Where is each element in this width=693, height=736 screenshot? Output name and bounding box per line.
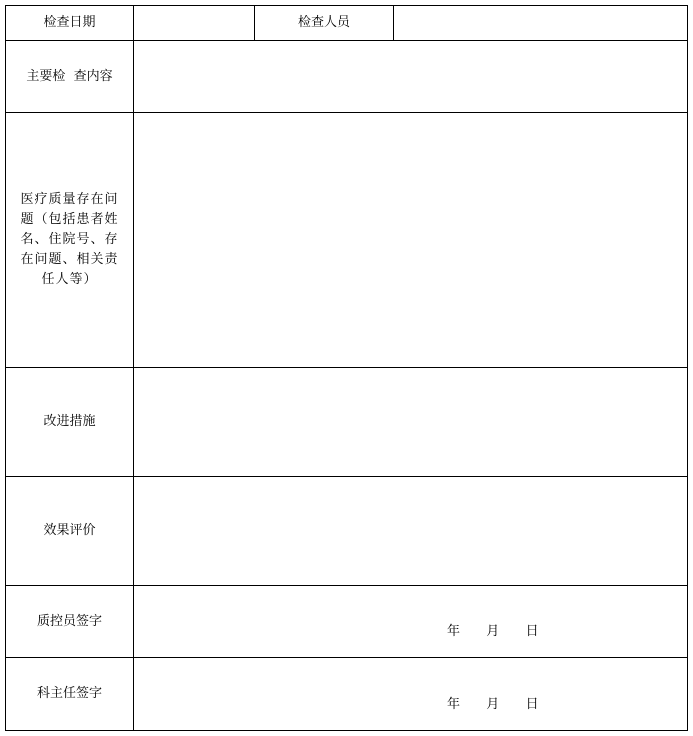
evaluation-field[interactable] [133, 476, 688, 586]
qc-date-day: 日 [525, 624, 539, 639]
inspector-field[interactable] [393, 5, 688, 41]
improvement-field[interactable] [133, 367, 688, 477]
director-signature-label-text: 科主任签字 [36, 686, 102, 701]
main-content-field[interactable] [133, 40, 688, 113]
inspection-form [5, 5, 688, 731]
improvement-label [5, 367, 134, 477]
director-signature-field[interactable] [133, 657, 688, 731]
director-date-month: 月 [486, 697, 500, 712]
quality-issues-label-text: 医疗质量存在问题（包括患者姓名、住院号、存在问题、相关责任人等） [20, 192, 119, 287]
inspector-label-text: 检查人员 [297, 15, 350, 30]
inspector-label [254, 5, 394, 41]
qc-signature-field[interactable] [133, 585, 688, 658]
check-date-field[interactable] [133, 5, 255, 41]
qc-date-month: 月 [486, 624, 500, 639]
main-content-label [5, 40, 134, 113]
director-signature-label [5, 657, 134, 731]
director-date-year: 年 [447, 697, 461, 712]
main-content-label-text: 主要检 查内容 [26, 68, 113, 84]
qc-signature-label-text: 质控员签字 [36, 613, 102, 629]
director-date-day: 日 [525, 697, 539, 712]
improvement-label-text: 改进措施 [43, 414, 96, 429]
quality-issues-label [5, 112, 134, 368]
check-date-label-text: 检查日期 [43, 15, 96, 30]
qc-signature-label [5, 585, 134, 658]
qc-date-year: 年 [447, 624, 461, 639]
quality-issues-field[interactable] [133, 112, 688, 368]
evaluation-label-text: 效果评价 [43, 523, 96, 538]
director-signature-date [447, 695, 539, 715]
evaluation-label [5, 476, 134, 586]
qc-signature-date [447, 622, 539, 642]
check-date-label [5, 5, 134, 41]
